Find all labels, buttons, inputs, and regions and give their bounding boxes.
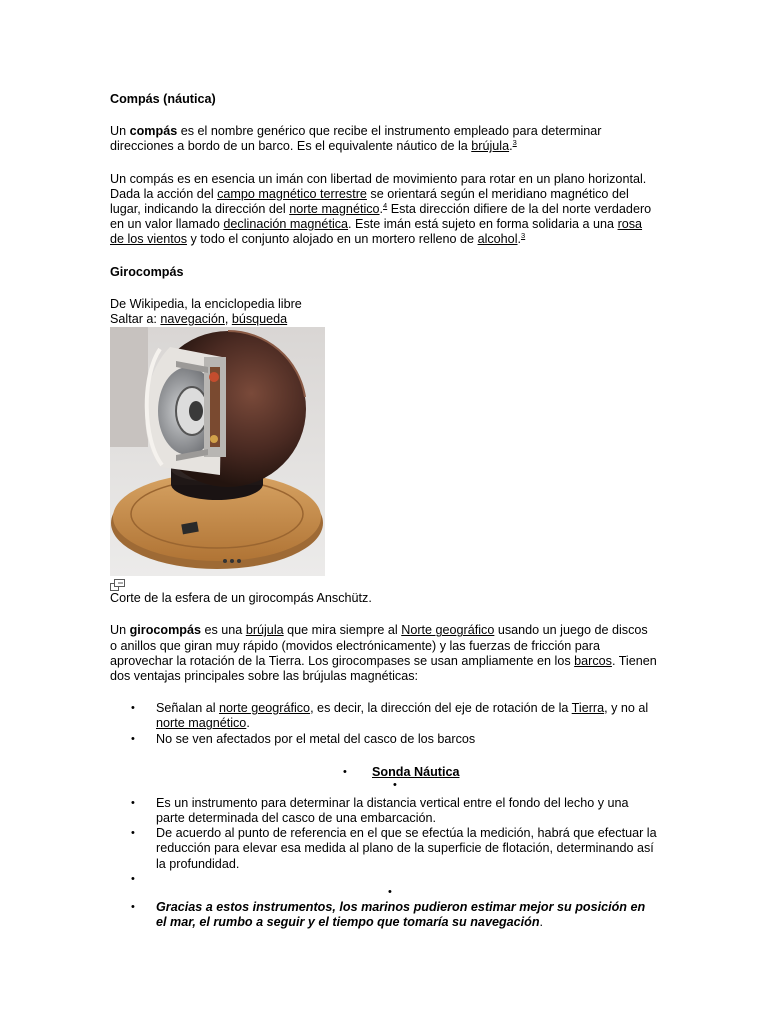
link-rosa-vientos[interactable]: rosa de los vientos [110,217,643,247]
bold-term-compas: compás [129,124,178,139]
footnote-ref[interactable]: 3 [521,231,526,241]
text: Un [110,124,130,139]
text: . [539,915,544,930]
bullet-icon: • [131,900,135,913]
text: . [246,716,250,731]
jump-line [110,312,658,327]
link-campo-magnetico[interactable]: campo magnético terrestre [217,186,367,201]
footnote-ref[interactable]: 3 [512,138,517,148]
footnote-ref[interactable]: 4 [383,201,388,211]
empty-centered-bullet [110,778,658,796]
sonda-heading-row [110,765,658,781]
sonda-list [110,796,658,887]
paragraph-girocompas [110,623,658,684]
text: . Este imán está sujeto en forma solidaria a una [348,217,618,232]
link-busqueda[interactable]: búsqueda [231,312,288,327]
link-norte-geografico[interactable]: Norte geográfico [401,623,495,638]
text: . Tienen dos ventajas principales sobre las brújulas magnéticas: [110,653,657,684]
image-caption: Corte de la esfera de un girocompás Anschütz. [110,591,372,606]
bullet-icon: • [343,765,347,778]
text: , es decir, la dirección del eje de rotación de la [310,701,572,716]
bullet-icon: • [131,827,135,840]
text: Un [110,623,130,638]
list-item [110,732,658,747]
wiki-line: De Wikipedia, la enciclopedia libre [110,296,302,311]
bullet-icon: • [131,872,135,885]
bullet-icon: • [131,732,135,745]
link-alcohol[interactable]: alcohol [477,232,518,247]
heading-girocompas: Girocompás [110,264,184,279]
link-declinacion[interactable]: declinación magnética [223,217,349,232]
text: , [224,312,232,327]
text: Saltar a: [110,312,161,327]
link-norte-geografico[interactable]: norte geográfico [219,701,311,716]
link-brujula[interactable]: brújula [245,623,284,638]
link-norte-magnetico[interactable]: norte magnético [156,716,247,731]
list-item [110,701,658,731]
text: y todo el conjunto alojado en un mortero relleno de [187,232,478,247]
text: es una [201,623,246,638]
text: se orientará según el meridiano magnético del lugar, indicando la dirección del [110,186,629,217]
text: Esta dirección difiere de la del norte verdadero en un valor llamado [110,202,652,232]
list-item [110,826,658,872]
list-item [110,796,658,826]
bullet-icon: • [388,885,392,898]
paragraph-compas [110,124,658,154]
bullet-icon: • [393,778,397,791]
bullet-icon: • [131,796,135,809]
link-brujula[interactable]: brújula [471,139,510,154]
list-item [110,872,658,887]
text: es el nombre genérico que recibe el instrumento empleado para determinar direcciones a bordo de un barco. Es el equivalente náutico de la [110,124,602,154]
link-norte-magnetico[interactable]: norte magnético [289,202,380,217]
link-tierra[interactable]: Tierra [571,701,605,716]
text: Es un instrumento para determinar la distancia vertical entre el fondo del lecho y una parte determinada del casco de una embarcación. [156,795,629,826]
bullet-icon: • [131,702,135,715]
link-navegacion[interactable]: navegación [160,312,225,327]
paragraph-iman [110,172,658,248]
magnify-icon[interactable] [110,579,126,591]
text: . [379,202,384,217]
empty-centered-bullet [110,887,658,900]
text: que mira siempre al [283,623,402,638]
conclusion-list [110,900,658,930]
text: . [517,232,521,247]
bold-term-girocompas: girocompás [129,623,201,638]
list-item [110,900,658,930]
text: . [509,139,513,154]
heading-sonda-nautica: Sonda Náutica [372,764,460,779]
text: Señalan al [156,701,220,716]
text: , y no al [604,701,649,716]
gyrocompass-photo[interactable] [110,327,325,576]
text: No se ven afectados por el metal del casco de los barcos [156,731,476,746]
text: Gracias a estos instrumentos, los marinos pudieron estimar mejor su posición en el mar, el rumbo a seguir y el tiempo que tomaría su navegación [156,899,646,930]
page-title: Compás (náutica) [110,92,216,106]
document-page [110,92,658,930]
text: usando un juego de discos o anillos que giran muy rápido (movidos electrónicamente) y las fuerzas de fricción para aprovechar la rotación de la Tierra. Los girocompases se usan ampliamente en los [110,623,648,668]
text: De acuerdo al punto de referencia en el que se efectúa la medición, habrá que efectuar la reducción para elevar esa medida al plano de la superficie de flotación, determinando así la profundidad. [156,826,657,871]
advantages-list [110,701,658,747]
text: Un compás es en esencia un imán con libertad de movimiento para rotar en un plano horizontal. Dada la acción del [110,171,647,201]
link-barcos[interactable]: barcos [574,653,612,668]
